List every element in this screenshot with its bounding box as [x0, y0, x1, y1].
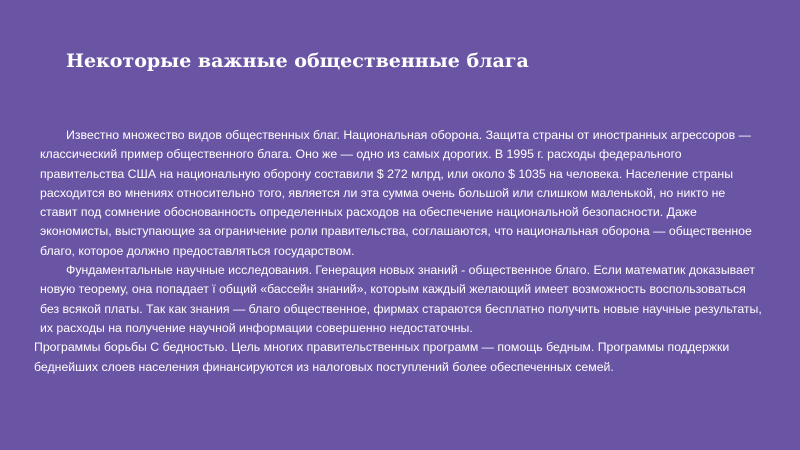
paragraph-basic-research: Фундаментальные научные исследования. Генерация новых знаний - общественное благо. Если математик доказывает новую теорему, она попадает ї общий «бассейн знаний», которым каждый желающий имеет возможность воспользоваться без всякой платы. Так как знания — благо общественное, фирмах стараются бесплатно получить новые научные результаты, их расходы на получение научной информации совершенно недостаточны.: [40, 263, 762, 335]
slide-title: Некоторые важные общественные блага: [66, 50, 529, 72]
slide-body: [34, 126, 766, 377]
paragraph-national-defense: Известно множество видов общественных благ. Национальная оборона. Защита страны от иностранных агрессоров — классический пример общественного блага. Оно же — одно из самых дорогих. В 1995 г. расходы федерального правительства США на национальную оборону составили $ 272 млрд, или около $ 1035 на человека. Население страны расходится во мнениях относительно того, является ли эта сумма очень большой или слишком маленькой, но никто не ставит под сомнение обоснованность определенных расходов на обеспечение национальной безопасности. Даже экономисты, выступающие за ограничение роли правительства, соглашаются, что национальная оборона — общественное благо, которое должно предоставляться государством.: [40, 128, 752, 258]
paragraph-poverty-programs: Программы борьбы С бедностью. Цель многих правительственных программ — помощь бедным. Программы поддержки беднейших слоев населения финансируются из налоговых поступлений более обеспеченных семей.: [34, 340, 730, 374]
